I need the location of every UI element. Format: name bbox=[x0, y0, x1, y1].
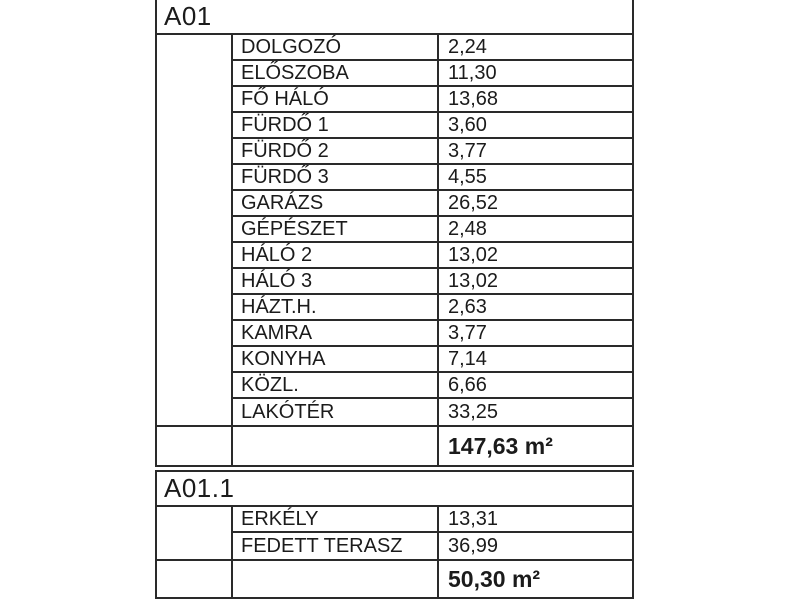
area-table-a01-body bbox=[157, 35, 632, 425]
room-name: KAMRA bbox=[233, 321, 439, 345]
unit-id: A01.1 bbox=[164, 473, 235, 503]
area-table-a01-1 bbox=[155, 470, 634, 599]
room-name: FÜRDŐ 3 bbox=[233, 165, 439, 189]
room-area: 11,30 bbox=[448, 61, 497, 84]
room-area: 4,55 bbox=[448, 165, 487, 188]
room-name: GÉPÉSZET bbox=[233, 217, 439, 241]
room-area: 3,60 bbox=[448, 113, 487, 136]
row-spacer-column bbox=[157, 507, 233, 559]
area-table-a01 bbox=[155, 0, 634, 467]
room-name: ERKÉLY bbox=[233, 507, 439, 531]
room-name: FÜRDŐ 1 bbox=[233, 113, 439, 137]
room-area: 6,66 bbox=[448, 373, 487, 396]
room-row bbox=[233, 295, 632, 321]
room-name: GARÁZS bbox=[233, 191, 439, 215]
room-area: 36,99 bbox=[448, 534, 499, 557]
room-row bbox=[233, 533, 632, 559]
room-row bbox=[233, 113, 632, 139]
room-area: 3,77 bbox=[448, 139, 487, 162]
unit-id: A01 bbox=[164, 1, 212, 31]
room-row bbox=[233, 191, 632, 217]
total-row bbox=[157, 425, 632, 465]
room-name: HÁLÓ 3 bbox=[233, 269, 439, 293]
room-name: HÁLÓ 2 bbox=[233, 243, 439, 267]
room-area: 13,02 bbox=[448, 269, 499, 292]
room-area: 33,25 bbox=[448, 400, 499, 423]
room-area: 2,63 bbox=[448, 295, 487, 318]
room-area: 7,14 bbox=[448, 347, 487, 370]
row-spacer-column bbox=[157, 35, 233, 425]
room-row bbox=[233, 321, 632, 347]
total-spacer bbox=[233, 561, 439, 597]
room-area: 3,77 bbox=[448, 321, 487, 344]
room-name: FŐ HÁLÓ bbox=[233, 87, 439, 111]
room-row bbox=[233, 507, 632, 533]
total-spacer bbox=[233, 427, 439, 465]
total-spacer bbox=[157, 427, 233, 465]
room-row bbox=[233, 373, 632, 399]
room-area: 2,24 bbox=[448, 35, 487, 58]
room-name: FÜRDŐ 2 bbox=[233, 139, 439, 163]
room-row bbox=[233, 347, 632, 373]
room-area: 13,68 bbox=[448, 87, 499, 110]
room-name: KONYHA bbox=[233, 347, 439, 371]
room-rows bbox=[233, 507, 632, 559]
room-area: 2,48 bbox=[448, 217, 487, 240]
room-row bbox=[233, 165, 632, 191]
room-area: 26,52 bbox=[448, 191, 499, 214]
section-title-a01-1 bbox=[157, 472, 632, 507]
room-row bbox=[233, 139, 632, 165]
room-row bbox=[233, 217, 632, 243]
section-title-a01 bbox=[157, 0, 632, 35]
total-area: 50,30 m² bbox=[448, 565, 541, 592]
room-row bbox=[233, 399, 632, 425]
total-area: 147,63 m² bbox=[448, 432, 553, 459]
room-row bbox=[233, 87, 632, 113]
room-name: LAKÓTÉR bbox=[233, 399, 439, 425]
area-table-a01-1-body bbox=[157, 507, 632, 559]
room-rows bbox=[233, 35, 632, 425]
room-name: FEDETT TERASZ bbox=[233, 533, 439, 559]
room-name: HÁZT.H. bbox=[233, 295, 439, 319]
room-row bbox=[233, 243, 632, 269]
room-area: 13,31 bbox=[448, 507, 499, 530]
room-row bbox=[233, 269, 632, 295]
room-row bbox=[233, 35, 632, 61]
room-area: 13,02 bbox=[448, 243, 499, 266]
total-spacer bbox=[157, 561, 233, 597]
room-row bbox=[233, 61, 632, 87]
room-name: ELŐSZOBA bbox=[233, 61, 439, 85]
total-row bbox=[157, 559, 632, 597]
room-name: KÖZL. bbox=[233, 373, 439, 397]
room-name: DOLGOZÓ bbox=[233, 35, 439, 59]
